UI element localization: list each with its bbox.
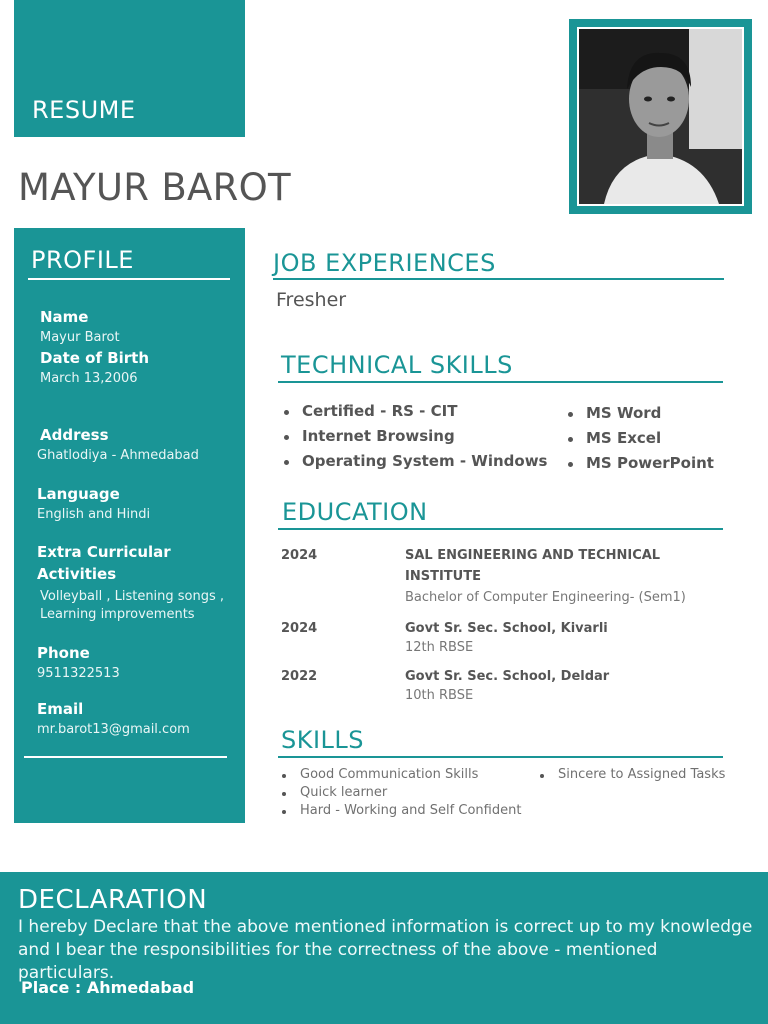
resume-banner — [14, 0, 245, 137]
technical-skills-list-right — [560, 401, 760, 476]
technical-skills-divider — [278, 381, 723, 383]
resume-label: RESUME — [32, 96, 136, 124]
profile-heading-divider — [28, 278, 230, 280]
name-value: Mayur Barot — [40, 330, 120, 345]
education-institution: SAL ENGINEERING AND TECHNICAL — [405, 548, 661, 563]
education-institution: Govt Sr. Sec. School, Deldar — [405, 669, 610, 684]
skills-divider — [278, 756, 723, 758]
education-year: 2022 — [281, 669, 318, 684]
email-label: Email — [37, 700, 84, 718]
address-label: Address — [40, 426, 109, 444]
profile-photo — [579, 29, 742, 204]
education-degree: Bachelor of Computer Engineering- (Sem1) — [405, 590, 686, 605]
technical-skill-item: MS PowerPoint — [560, 451, 760, 476]
skill-item: Sincere to Assigned Tasks — [532, 766, 732, 784]
skills-heading: SKILLS — [281, 726, 365, 754]
dob-value: March 13,2006 — [40, 371, 138, 386]
declaration-section — [0, 872, 768, 1024]
technical-skills-heading: TECHNICAL SKILLS — [281, 351, 513, 379]
technical-skill-item: Internet Browsing — [276, 424, 556, 449]
profile-heading: PROFILE — [31, 246, 134, 274]
profile-sidebar — [14, 228, 245, 823]
technical-skill-item: Operating System - Windows — [276, 449, 556, 474]
skill-item: Good Communication Skills — [274, 766, 534, 784]
phone-value: 9511322513 — [37, 666, 120, 681]
technical-skill-item: MS Excel — [560, 426, 760, 451]
education-year: 2024 — [281, 548, 318, 563]
phone-label: Phone — [37, 644, 90, 662]
language-value: English and Hindi — [37, 507, 151, 522]
education-degree: 10th RBSE — [405, 688, 474, 703]
education-divider — [278, 528, 723, 530]
dob-label: Date of Birth — [40, 349, 150, 367]
skill-item: Quick learner — [274, 784, 534, 802]
education-year: 2024 — [281, 621, 318, 636]
address-value: Ghatlodiya - Ahmedabad — [37, 448, 199, 463]
technical-skill-item: MS Word — [560, 401, 760, 426]
skill-item: Hard - Working and Self Confident — [274, 802, 534, 820]
declaration-text: I hereby Declare that the above mentioned information is correct up to my knowledge and I bear the responsibilities for the correctness of the above - mentioned particulars. — [18, 917, 753, 983]
job-experiences-heading: JOB EXPERIENCES — [273, 249, 496, 277]
profile-photo-frame — [569, 19, 752, 214]
candidate-name: MAYUR BAROT — [18, 166, 291, 209]
sidebar-bottom-divider — [24, 756, 227, 758]
technical-skill-item: Certified - RS - CIT — [276, 399, 556, 424]
language-label: Language — [37, 485, 120, 503]
skills-list-left — [274, 766, 534, 820]
education-institution: Govt Sr. Sec. School, Kivarli — [405, 621, 608, 636]
extra-curricular-value: Volleyball , Listening songs , — [40, 589, 225, 604]
technical-skills-list-left — [276, 399, 556, 474]
extra-curricular-value-line2: Learning improvements — [40, 607, 195, 622]
portrait-image — [579, 29, 742, 204]
education-institution-line2: INSTITUTE — [405, 569, 481, 584]
name-label: Name — [40, 308, 89, 326]
skills-list-right — [532, 766, 732, 784]
email-value: mr.barot13@gmail.com — [37, 722, 190, 737]
job-experience-value: Fresher — [276, 289, 347, 311]
extra-curricular-label: Extra Curricular — [37, 543, 171, 561]
extra-curricular-label-line2: Activities — [37, 565, 117, 583]
declaration-place: Place : Ahmedabad — [21, 978, 195, 997]
declaration-heading: DECLARATION — [18, 885, 208, 915]
education-degree: 12th RBSE — [405, 640, 474, 655]
job-experiences-divider — [273, 278, 724, 280]
education-heading: EDUCATION — [282, 498, 428, 526]
